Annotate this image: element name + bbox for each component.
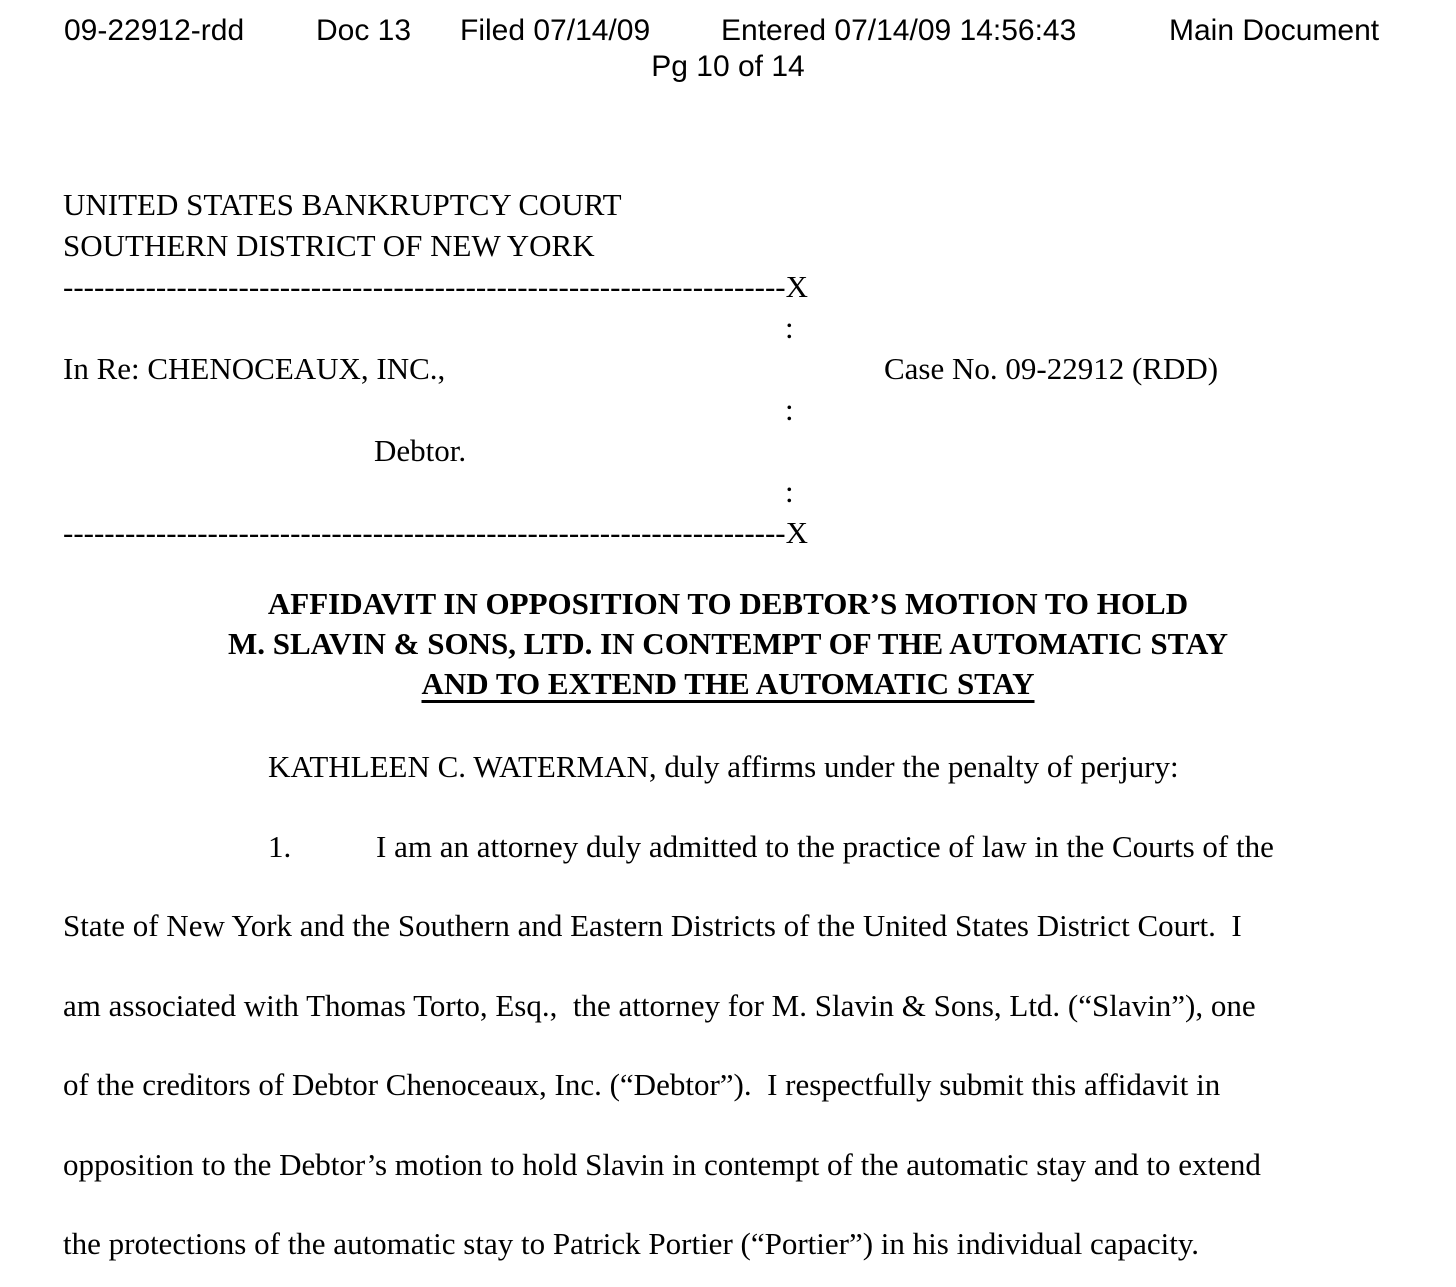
paragraph-text: I am an attorney duly admitted to the practice of law in the Courts of the [376, 829, 1274, 864]
caption-divider-bottom [63, 514, 808, 551]
affirmation-line: KATHLEEN C. WATERMAN, duly affirms under the penalty of perjury: [268, 749, 1179, 784]
ecf-case-number: 09-22912-rdd [64, 14, 245, 47]
ecf-filed-date: Filed 07/14/09 [460, 14, 651, 47]
ecf-doc-number: Doc 13 [316, 14, 412, 47]
paragraph-1-first-line [268, 828, 1274, 865]
divider-dashes: ---------------------------------------------------------------------- [63, 269, 786, 304]
title-line-2: M. SLAVIN & SONS, LTD. IN CONTEMPT OF THE AUTOMATIC STAY [228, 626, 1228, 661]
divider-x: X [785, 269, 809, 304]
paragraph-1-line-3: am associated with Thomas Torto, Esq., the attorney for M. Slavin & Sons, Ltd. (“Slavin”), one [63, 988, 1256, 1023]
court-district: SOUTHERN DISTRICT OF NEW YORK [63, 228, 595, 263]
divider-x: X [785, 515, 809, 550]
title-line-1: AFFIDAVIT IN OPPOSITION TO DEBTOR’S MOTION TO HOLD [267, 586, 1189, 621]
ecf-entered-date: Entered 07/14/09 14:56:43 [721, 14, 1077, 47]
divider-dashes: ---------------------------------------------------------------------- [63, 515, 786, 550]
paragraph-number: 1. [268, 829, 292, 864]
paragraph-1-line-6: the protections of the automatic stay to Patrick Portier (“Portier”) in his individual capacity. [63, 1226, 1200, 1261]
caption-case-no: Case No. 09-22912 (RDD) [884, 351, 1219, 386]
paragraph-1-line-2: State of New York and the Southern and Eastern Districts of the United States District Court. I [63, 908, 1242, 943]
caption-debtor-label: Debtor. [374, 433, 467, 468]
caption-colon-1: : [785, 310, 794, 345]
caption-colon-2: : [785, 392, 794, 427]
title-line-3: AND TO EXTEND THE AUTOMATIC STAY [421, 666, 1035, 701]
ecf-page-number: Pg 10 of 14 [651, 50, 805, 83]
caption-colon-3: : [785, 474, 794, 509]
court-name: UNITED STATES BANKRUPTCY COURT [63, 187, 622, 222]
ecf-doc-type: Main Document [1169, 14, 1380, 47]
paragraph-1-line-5: opposition to the Debtor’s motion to hold Slavin in contempt of the automatic stay and to extend [63, 1147, 1261, 1182]
caption-in-re: In Re: CHENOCEAUX, INC., [63, 351, 446, 386]
paragraph-1-line-4: of the creditors of Debtor Chenoceaux, Inc. (“Debtor”). I respectfully submit this affidavit in [63, 1067, 1221, 1102]
caption-divider-top [63, 268, 808, 305]
